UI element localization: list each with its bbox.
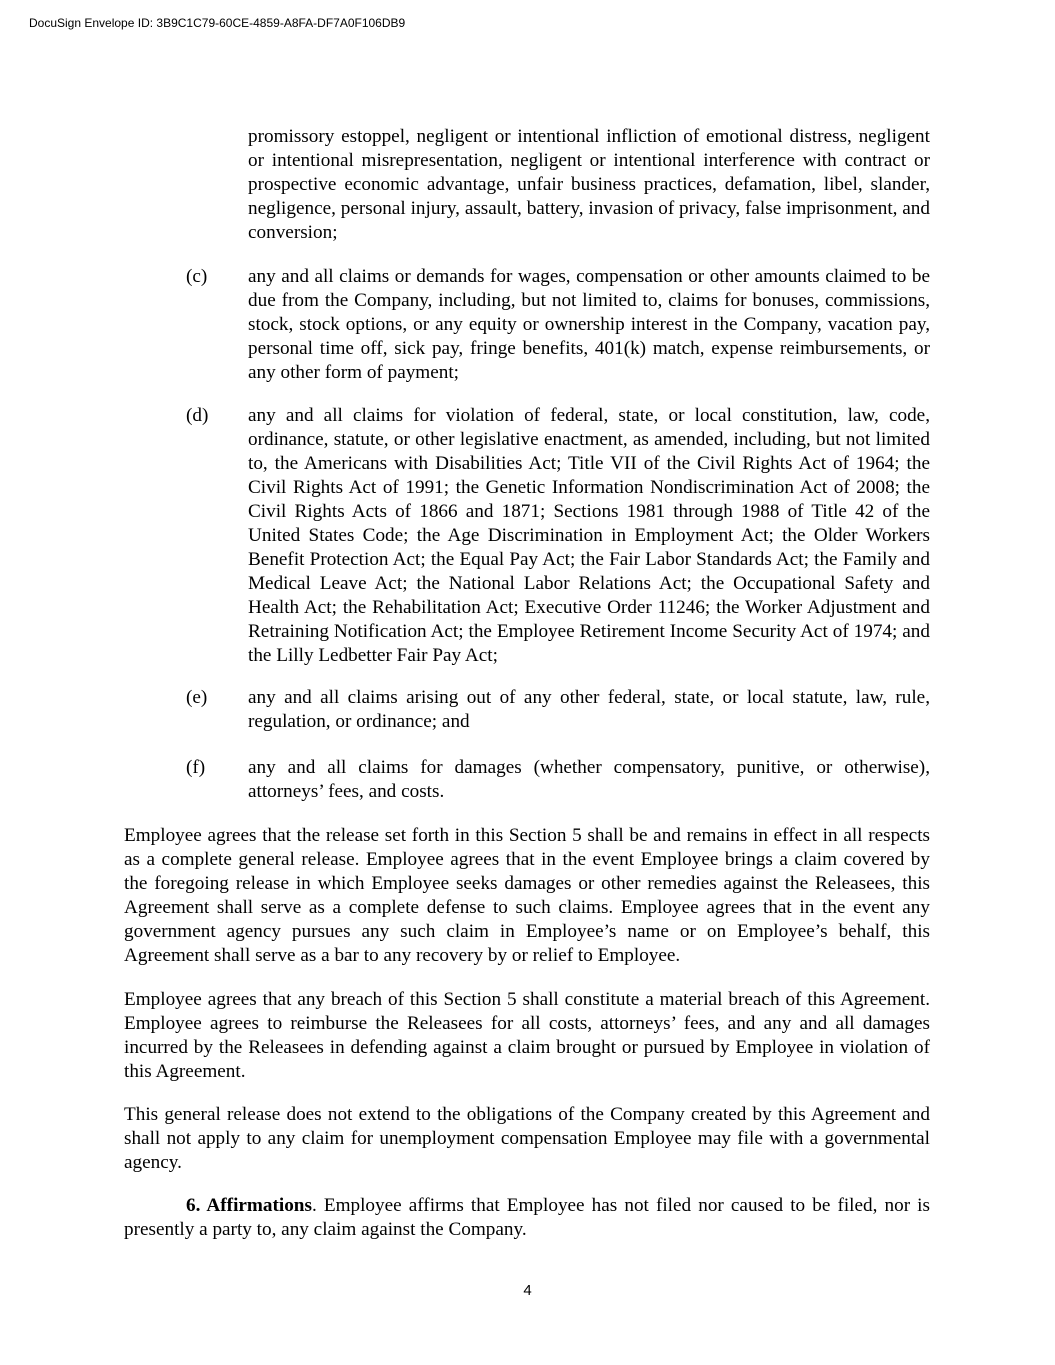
clause-e-text: any and all claims arising out of any other federal, state, or local statute, law, rule, regulation, or ordinance; and	[248, 687, 930, 732]
clause-b-continuation: promissory estoppel, negligent or intentional infliction of emotional distress, negligent or intentional misrepresentation, negligent or intentional interference with contract or prospective economic advantage, unfair business practices, defamation, libel, slander, negligence, personal injury, assault, battery, invasion of privacy, false imprisonment, and conversion;	[248, 126, 930, 243]
affirmations-text: . Employee affirms that Employee has not filed nor caused to be filed, nor is presently a party to, any claim against the Company.	[124, 1195, 930, 1240]
clause-d-text: any and all claims for violation of federal, state, or local constitution, law, code, ordinance, statute, or other legislative enactment, as amended, including, but not limited to, the Americans with Disabilities Act; Title VII of the Civil Rights Act of 1964; the Civil Rights Act of 1991; the Genetic Information Nondiscrimination Act of 2008; the Civil Rights Acts of 1866 and 1871; Sections 1981 through 1988 of Title 42 of the United States Code; the Age Discrimination in Employment Act; the Older Workers Benefit Protection Act; the Equal Pay Act; the Fair Labor Standards Act; the Family and Medical Leave Act; the National Labor Relations Act; the Occupational Safety and Health Act; the Rehabilitation Act; Executive Order 11246; the Worker Adjustment and Retraining Notification Act; the Employee Retirement Income Security Act of 1974; and the Lilly Ledbetter Fair Pay Act;	[248, 405, 930, 666]
clause-f-text: any and all claims for damages (whether compensatory, punitive, or otherwise), attorneys’ fees, and costs.	[248, 757, 930, 802]
envelope-id: DocuSign Envelope ID: 3B9C1C79-60CE-4859-A8FA-DF7A0F106DB9	[29, 16, 406, 30]
page-number: 4	[523, 1282, 532, 1299]
clause-label-d: (d)	[186, 405, 209, 426]
breach-paragraph: Employee agrees that any breach of this Section 5 shall constitute a material breach of this Agreement. Employee agrees to reimburse the Releasees for all costs, attorneys’ fees, and any and all damages incurred by the Releasees in defending against a claim brought or pursued by Employee in violation of this Agreement.	[124, 989, 930, 1082]
clause-c-text: any and all claims or demands for wages, compensation or other amounts claimed to be due from the Company, including, but not limited to, claims for bonuses, commissions, stock, stock options, or any equity or ownership interest in the Company, vacation pay, personal time off, sick pay, fringe benefits, 401(k) match, expense reimbursements, or any other form of payment;	[248, 266, 930, 383]
clause-label-e: (e)	[186, 687, 208, 708]
affirmations-section	[124, 1194, 930, 1242]
clause-label-c: (c)	[186, 266, 208, 287]
affirmations-heading: 6. Affirmations	[186, 1195, 312, 1216]
release-limit-paragraph: This general release does not extend to the obligations of the Company created by this Agreement and shall not apply to any claim for unemployment compensation Employee may file with a governmental agency.	[124, 1104, 930, 1173]
release-effect-paragraph: Employee agrees that the release set forth in this Section 5 shall be and remains in effect in all respects as a complete general release. Employee agrees that in the event Employee brings a claim covered by the foregoing release in which Employee seeks damages or other remedies against the Releasees, this Agreement shall serve as a complete defense to such claims. Employee agrees that in the event any government agency pursues any such claim in Employee’s name or on Employee’s behalf, this Agreement shall serve as a bar to any recovery by or relief to Employee.	[124, 825, 930, 966]
clause-label-f: (f)	[186, 757, 206, 778]
